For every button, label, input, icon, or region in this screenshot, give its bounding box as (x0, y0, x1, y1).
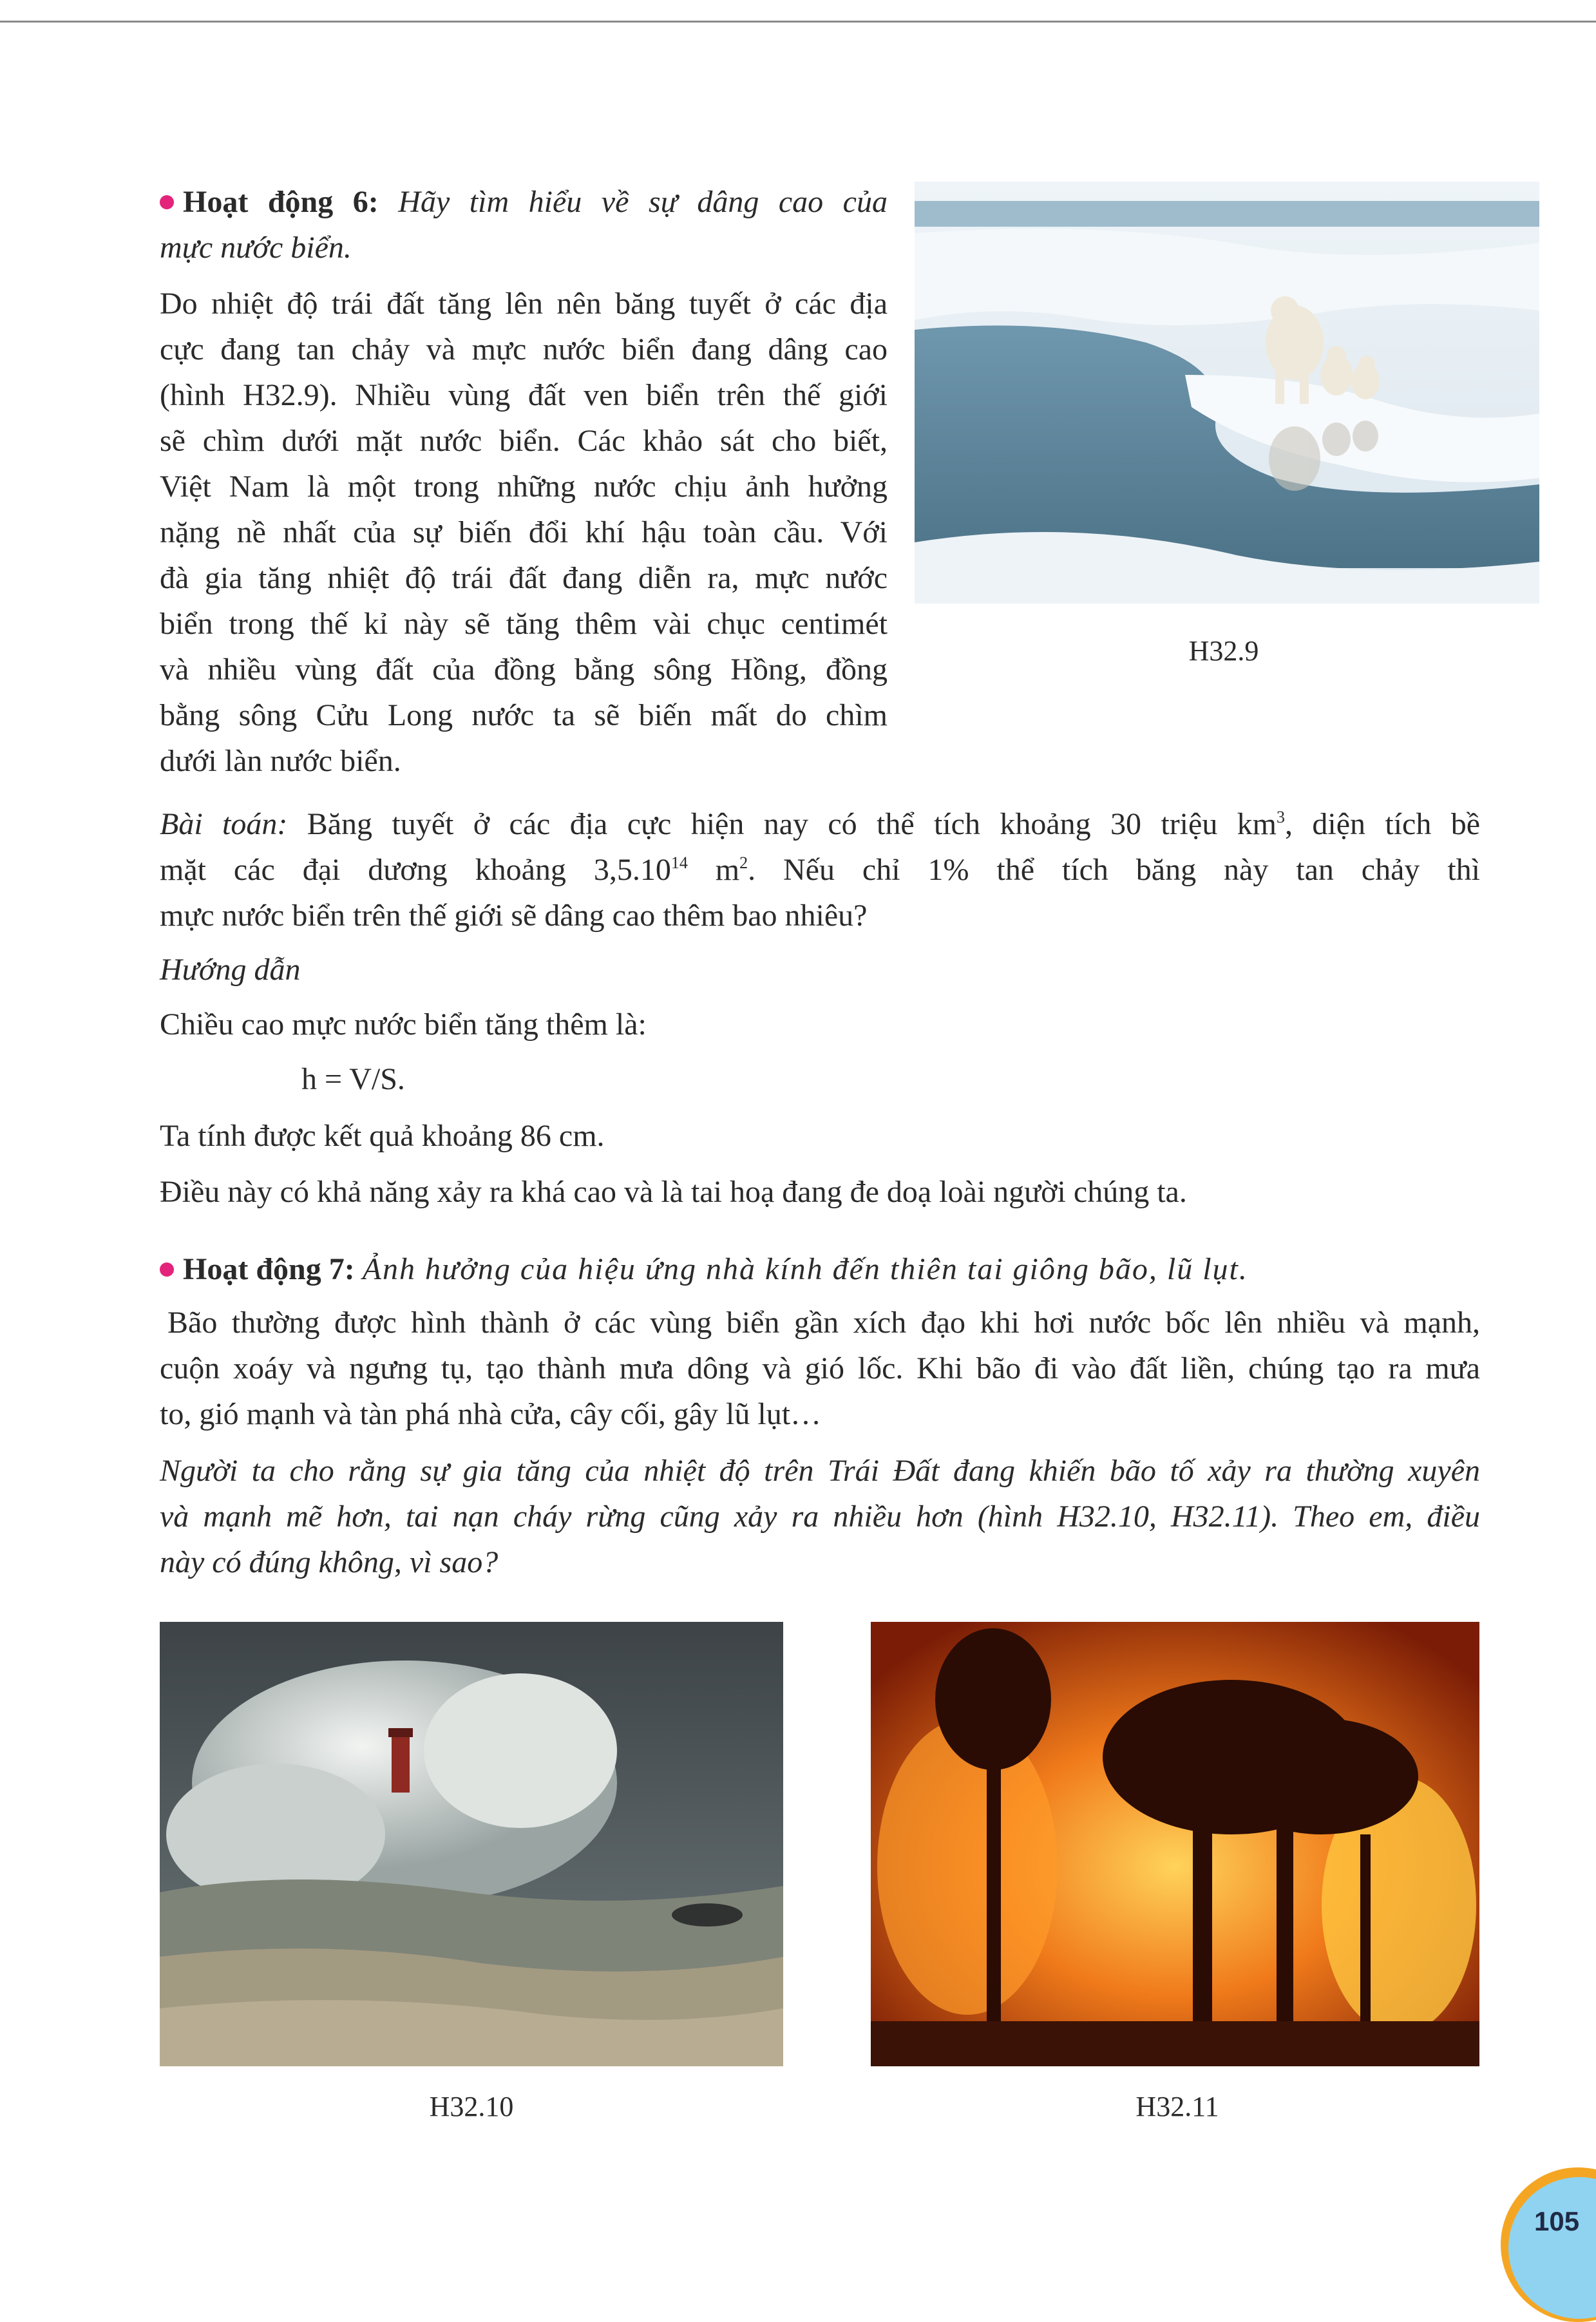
paragraph-line: (hình H32.9). Nhiều vùng đất ven biển trên thế giới (160, 378, 888, 412)
paragraph-line: Việt Nam là một trong những nước chịu ảnh hưởng (160, 470, 888, 504)
formula: h = V/S. (301, 1062, 405, 1096)
activity6-paragraph (160, 281, 888, 784)
figure-caption-h32-9: H32.9 (1188, 635, 1259, 667)
bullet-icon (160, 1262, 174, 1277)
activity6-title: Hãy tìm hiểu về sự dâng cao của (398, 185, 888, 219)
activity7-question (160, 1448, 1480, 1585)
activity6-title-cont: mực nước biển. (160, 231, 352, 265)
paragraph-line: đà gia tăng nhiệt độ trái đất đang diễn ra, mực nước (160, 561, 888, 595)
problem-line-3: mực nước biển trên thế giới sẽ dâng cao thêm bao nhiêu? (160, 899, 868, 933)
forest-fire-photo (871, 1622, 1479, 2066)
storm-lighthouse-photo (160, 1622, 783, 2066)
problem-line-2: mặt các đại dương khoảng 3,5.10$^{14}$ $m^2$. Nếu chỉ 1% thể tích băng này tan chảy thì (160, 853, 1481, 887)
guide-label: Hướng dẫn (160, 953, 301, 987)
problem-label: Bài toán: (160, 807, 288, 841)
paragraph-line: sẽ chìm dưới mặt nước biển. Các khảo sát cho biết, (160, 424, 888, 458)
paragraph-line: Do nhiệt độ trái đất tăng lên nên băng tuyết ở các địa (160, 287, 888, 321)
paragraph-line: cuộn xoáy và ngưng tụ, tạo thành mưa dông và gió lốc. Khi bão đi vào đất liền, chúng tạo ra mưa (160, 1351, 1480, 1385)
guide-line: Chiều cao mực nước biển tăng thêm là: (160, 1007, 647, 1042)
bullet-icon (160, 195, 174, 209)
page-number: 105 (1534, 2206, 1580, 2236)
paragraph-line: nặng nề nhất của sự biến đổi khí hậu toàn cầu. Với (160, 515, 888, 549)
question-line: và mạnh mẽ hơn, tai nạn cháy rừng cũng xảy ra nhiều hơn (hình H32.10, H32.11). Theo em, điều (160, 1499, 1480, 1534)
figure-caption-h32-11: H32.11 (1135, 2091, 1219, 2122)
paragraph-line: Bão thường được hình thành ở các vùng biển gần xích đạo khi hơi nước bốc lên nhiều và mạnh, (167, 1306, 1480, 1340)
polar-bear-photo (915, 182, 1539, 604)
activity7-title: Ảnh hưởng của hiệu ứng nhà kính đến thiên tai giông bão, lũ lụt. (362, 1252, 1248, 1286)
activity7-label: Hoạt động 7: (183, 1252, 355, 1286)
conclusion-line: Điều này có khả năng xảy ra khá cao và là tai hoạ đang đe doạ loài người chúng ta. (160, 1175, 1187, 1209)
figure-caption-h32-10: H32.10 (429, 2091, 514, 2122)
paragraph-line: cực đang tan chảy và mực nước biển đang dâng cao (160, 332, 888, 366)
activity6-label: Hoạt động 6: (183, 185, 379, 219)
question-line: Người ta cho rằng sự gia tăng của nhiệt độ trên Trái Đất đang khiến bão tố xảy ra thường xuyên (160, 1454, 1480, 1488)
activity7-heading (160, 1246, 1480, 1292)
activity7-paragraph (160, 1300, 1480, 1437)
problem-line-1: Bài toán: Băng tuyết ở các địa cực hiện nay có thể tích khoảng 30 triệu $km^3$, diện tích bề (160, 807, 1481, 841)
paragraph-line: to, gió mạnh và tàn phá nhà cửa, cây cối, gây lũ lụt… (160, 1397, 822, 1431)
question-line: này có đúng không, vì sao? (160, 1545, 499, 1579)
paragraph-line: biển trong thế kỉ này sẽ tăng thêm vài chục centimét (160, 607, 888, 641)
result-line: Ta tính được kết quả khoảng 86 cm. (160, 1119, 605, 1153)
paragraph-line: và nhiều vùng đất của đồng bằng sông Hồng, đồng (160, 652, 888, 687)
paragraph-line: dưới làn nước biển. (160, 744, 401, 778)
header-rule (0, 21, 1596, 23)
activity6-heading (160, 179, 888, 225)
paragraph-line: bằng sông Cửu Long nước ta sẽ biến mất do chìm (160, 698, 888, 732)
